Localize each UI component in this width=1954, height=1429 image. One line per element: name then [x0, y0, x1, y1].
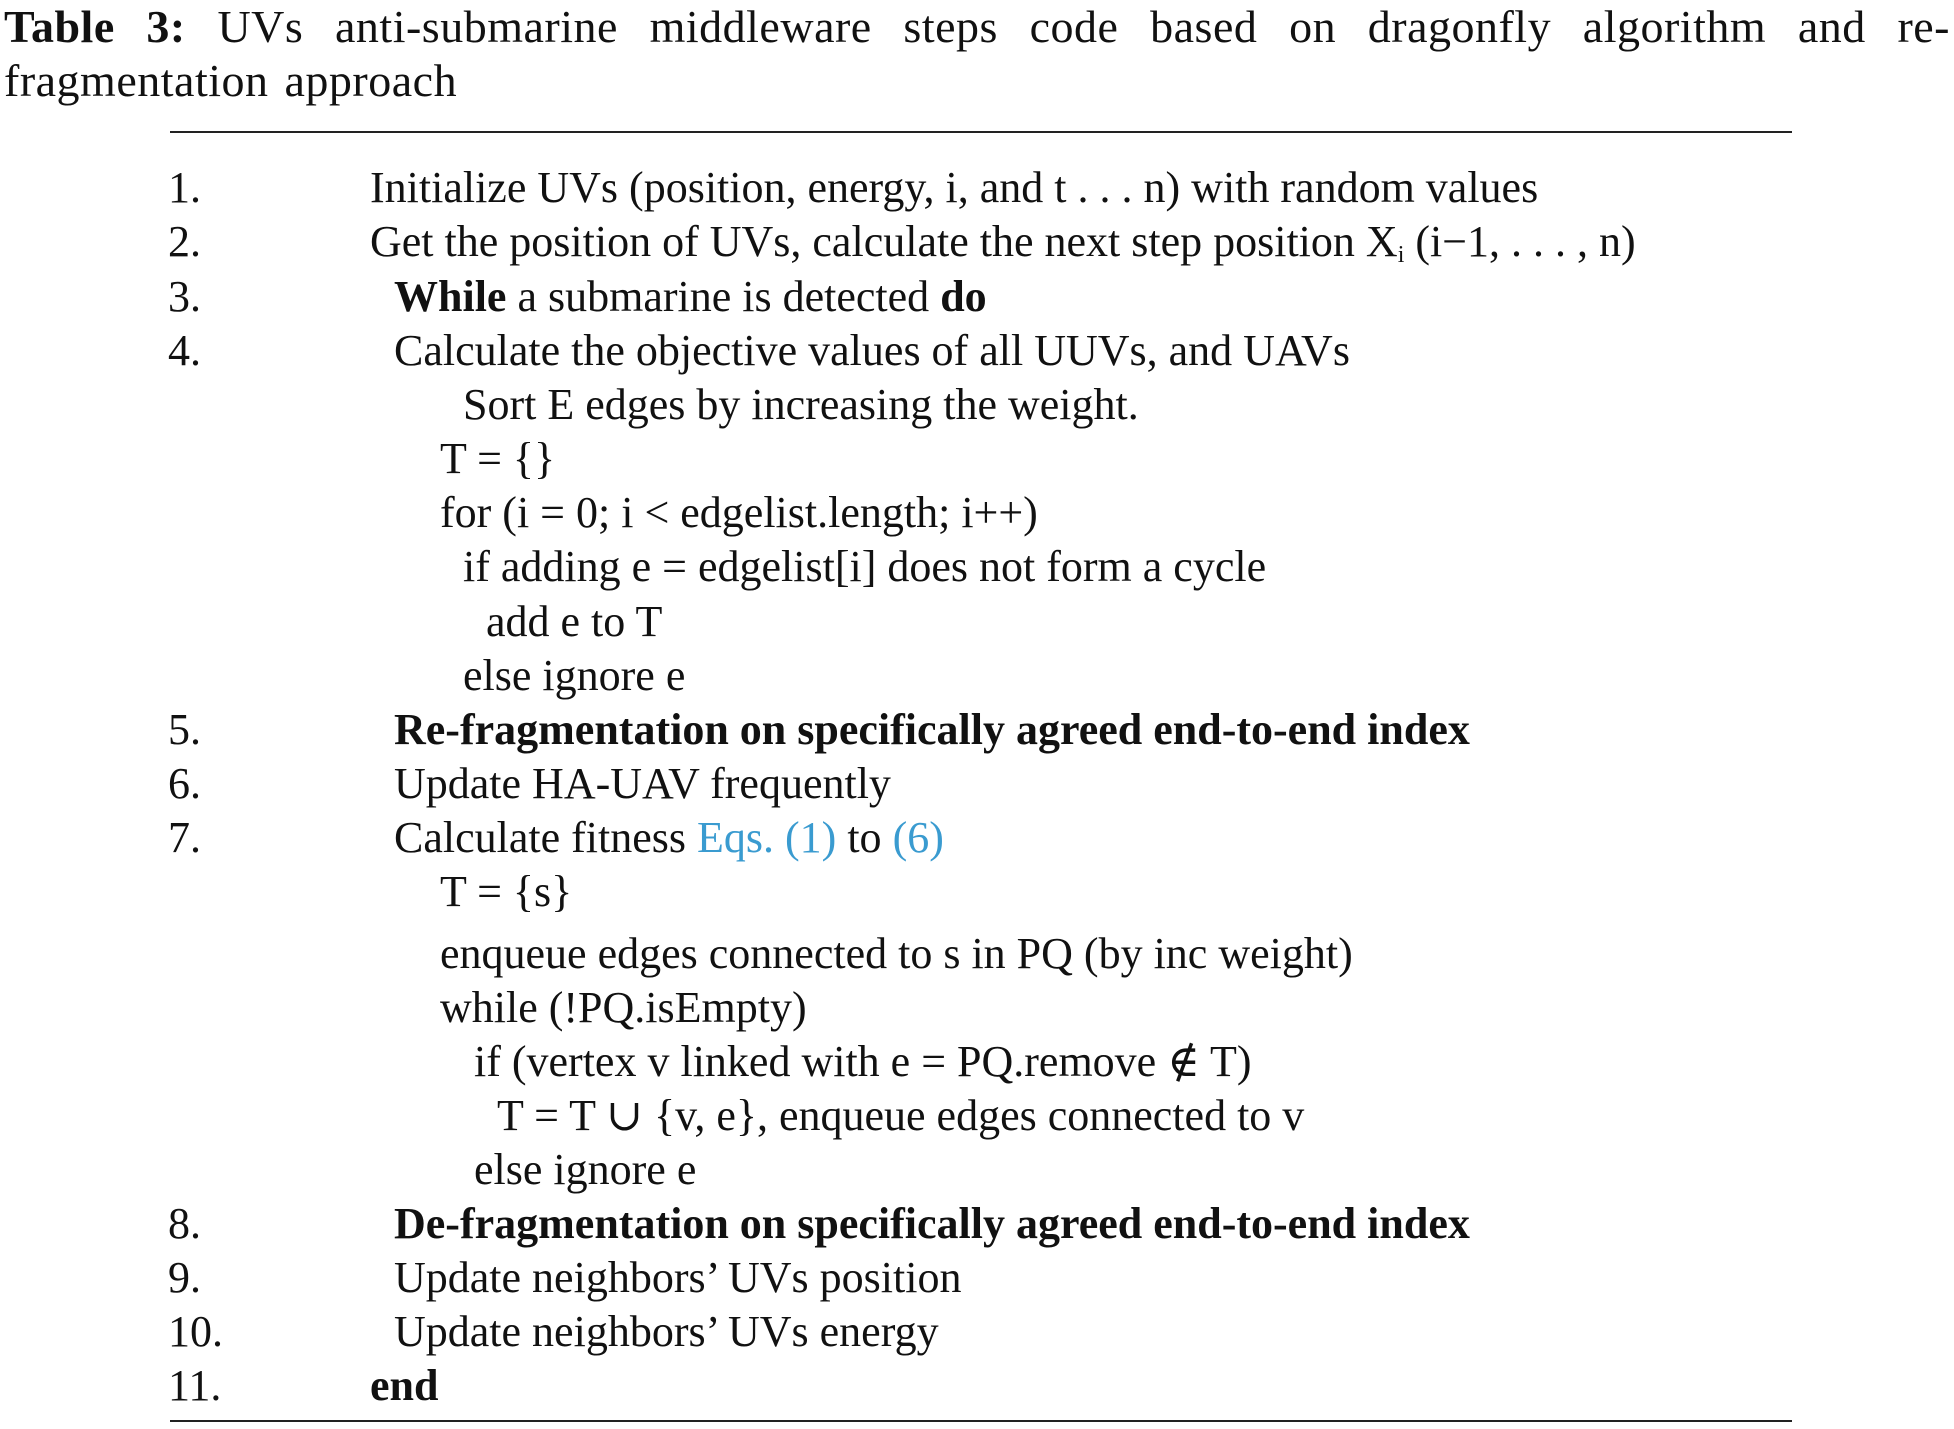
text-fragment: a submarine is detected: [506, 272, 941, 321]
line-text: [394, 811, 944, 865]
line-number: 5.: [168, 705, 201, 754]
line-text: [440, 486, 1038, 540]
algorithm-line: [0, 1035, 1954, 1089]
text-fragment: enqueue edges connected to s in PQ (by inc weight): [440, 929, 1353, 978]
algorithm-line: [0, 1251, 1954, 1305]
algorithm-line: [0, 703, 1954, 757]
algorithm-line: [0, 1089, 1954, 1143]
keyword: end: [370, 1361, 439, 1410]
text-fragment: Get the position of UVs, calculate the next step position X: [370, 217, 1398, 266]
text-fragment: if adding e = edgelist[i] does not form a cycle: [463, 542, 1267, 591]
line-number: 11.: [168, 1361, 222, 1410]
algorithm-line: [0, 981, 1954, 1035]
line-number: 3.: [168, 272, 201, 321]
keyword: De-fragmentation on specifically agreed end-to-end index: [394, 1199, 1470, 1248]
line-number: 4.: [168, 326, 201, 375]
algorithm-line: [0, 649, 1954, 703]
algorithm-line: [0, 595, 1954, 649]
text-fragment: while (!PQ.isEmpty): [440, 983, 807, 1032]
line-text: [463, 540, 1266, 594]
algorithm-line: [0, 378, 1954, 432]
line-number: 6.: [168, 759, 201, 808]
text-fragment: Calculate fitness: [394, 813, 698, 862]
line-text: [394, 1251, 961, 1305]
text-fragment: Update HA-UAV frequently: [394, 759, 891, 808]
algorithm-line: [0, 215, 1954, 269]
line-number: 9.: [168, 1253, 201, 1302]
text-fragment: for (i = 0; i < edgelist.length; i++): [440, 488, 1038, 537]
algorithm-line: [0, 161, 1954, 215]
algorithm-line: [0, 324, 1954, 378]
text-fragment: Sort E edges by increasing the weight.: [463, 380, 1139, 429]
line-text: [474, 1143, 696, 1197]
algorithm-line: [0, 432, 1954, 486]
line-text: [394, 1197, 1470, 1251]
line-text: [394, 324, 1350, 378]
line-text: [440, 865, 572, 919]
line-number: 1.: [168, 163, 201, 212]
text-fragment: Update neighbors’ UVs position: [394, 1253, 962, 1302]
line-text: [497, 1089, 1304, 1143]
algorithm-line: [0, 1197, 1954, 1251]
text-fragment: else ignore e: [474, 1145, 697, 1194]
bottom-rule: [170, 1420, 1792, 1422]
line-text: [463, 378, 1139, 432]
line-number: 7.: [168, 813, 201, 862]
text-fragment: Calculate the objective values of all UUVs, and UAVs: [394, 326, 1350, 375]
text-fragment: if (vertex v linked with e = PQ.remove ∉ T): [474, 1037, 1252, 1086]
text-fragment: Update neighbors’ UVs energy: [394, 1307, 939, 1356]
algorithm-line: [0, 270, 1954, 324]
line-text: [394, 757, 891, 811]
line-text: [394, 703, 1470, 757]
text-fragment: T = {s}: [440, 867, 573, 916]
algorithm-line: [0, 927, 1954, 981]
line-text: [463, 649, 685, 703]
text-fragment: T = T ∪ {v, e}, enqueue edges connected to v: [497, 1091, 1305, 1140]
keyword: While: [394, 272, 507, 321]
algorithm-line: [0, 1305, 1954, 1359]
equation-reference-link[interactable]: Eqs. (1): [697, 813, 837, 862]
equation-reference-link[interactable]: (6): [892, 813, 944, 862]
algorithm-line: [0, 811, 1954, 865]
algorithm-line: [0, 540, 1954, 594]
line-number: 10.: [168, 1307, 223, 1356]
keyword: do: [940, 272, 987, 321]
line-text: [440, 432, 555, 486]
algorithm-line: [0, 865, 1954, 919]
line-text: [370, 1359, 438, 1413]
line-text: [394, 1305, 939, 1359]
line-number: 2.: [168, 217, 201, 266]
text-fragment: else ignore e: [463, 651, 686, 700]
text-fragment: Initialize UVs (position, energy, i, and t . . . n) with random values: [370, 163, 1539, 212]
algorithm-line: [0, 486, 1954, 540]
text-fragment: T = {}: [440, 434, 556, 483]
line-text: [440, 927, 1353, 981]
algorithm-line: [0, 757, 1954, 811]
line-text: [474, 1035, 1252, 1089]
line-text: [370, 161, 1538, 215]
line-text: [394, 270, 987, 324]
line-text: [440, 981, 807, 1035]
algorithm-line: [0, 1359, 1954, 1413]
text-fragment: add e to T: [486, 597, 663, 646]
subscript: i: [1397, 242, 1405, 268]
text-fragment: to: [836, 813, 893, 862]
keyword: Re-fragmentation on specifically agreed end-to-end index: [394, 705, 1470, 754]
algorithm-line: [0, 1143, 1954, 1197]
text-fragment: (i−1, . . . , n): [1404, 217, 1636, 266]
line-text: [486, 595, 662, 649]
caption-text: UVs anti-submarine middleware steps code based on dragonfly algorithm and re-fragmentation approach: [4, 1, 1950, 106]
line-number: 8.: [168, 1199, 201, 1248]
caption-label: Table 3:: [4, 1, 186, 52]
